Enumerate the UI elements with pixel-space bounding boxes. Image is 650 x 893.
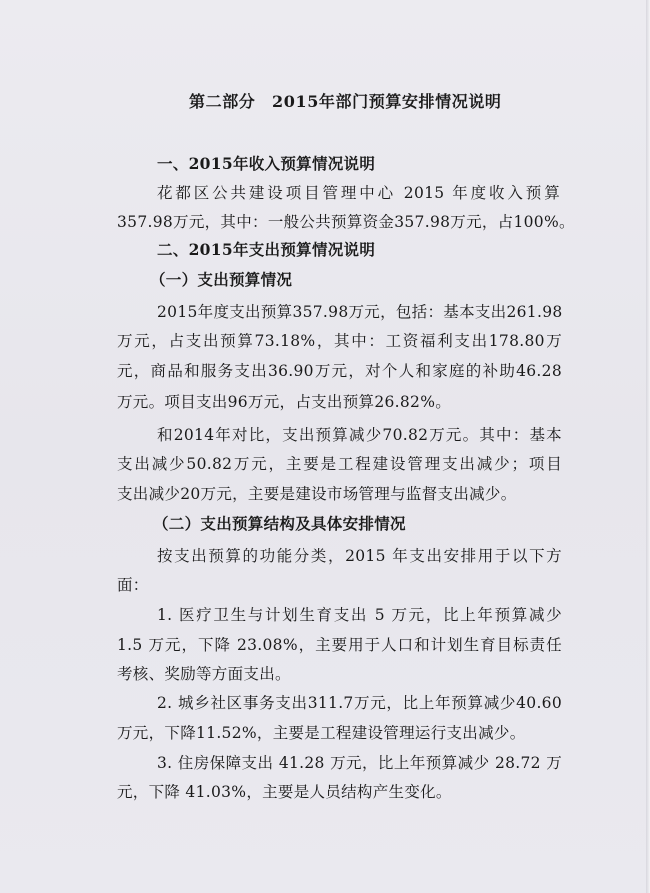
paragraph-line: 万元。项目支出96万元，占支出预算26.82%。 bbox=[117, 393, 452, 411]
paragraph-line: 面： bbox=[117, 576, 149, 594]
paragraph-line: 按支出预算的功能分类，2015 年支出安排用于以下方 bbox=[157, 547, 562, 565]
paragraph-line: 支出减少20万元，主要是建设市场管理与监督支出减少。 bbox=[117, 485, 517, 503]
paragraph-line: 2015年度支出预算357.98万元，包括：基本支出261.98 bbox=[157, 303, 563, 321]
list-item-line: 1. 医疗卫生与计划生育支出 5 万元，比上年预算减少 bbox=[157, 606, 562, 624]
scan-edge bbox=[646, 0, 650, 893]
list-item-line: 1.5 万元，下降 23.08%，主要用于人口和计划生育目标责任 bbox=[117, 636, 562, 654]
list-item-line: 万元，下降11.52%，主要是工程建设管理运行支出减少。 bbox=[117, 724, 526, 742]
list-item-line: 考核、奖励等方面支出。 bbox=[117, 665, 291, 683]
section-heading-expenditure: 二、2015年支出预算情况说明 bbox=[157, 240, 376, 259]
paragraph-line: 花都区公共建设项目管理中心 2015 年度收入预算 bbox=[157, 184, 560, 202]
subsection-heading-structure: （二）支出预算结构及具体安排情况 bbox=[153, 514, 406, 533]
paragraph-line: 万元，占支出预算73.18%，其中：工资福利支出178.80万 bbox=[117, 332, 562, 350]
list-item-line: 3. 住房保障支出 41.28 万元，比上年预算减少 28.72 万 bbox=[157, 754, 562, 772]
paragraph-line: 元，商品和服务支出36.90万元，对个人和家庭的补助46.28 bbox=[117, 362, 562, 380]
document-title: 第二部分 2015年部门预算安排情况说明 bbox=[189, 92, 502, 111]
section-heading-income: 一、2015年收入预算情况说明 bbox=[157, 154, 376, 173]
paragraph-line: 支出减少50.82万元，主要是工程建设管理支出减少；项目 bbox=[117, 455, 562, 473]
subsection-heading-expenditure: （一）支出预算情况 bbox=[150, 270, 293, 289]
paragraph-line: 357.98万元，其中：一般公共预算资金357.98万元，占100%。 bbox=[117, 213, 575, 231]
list-item-line: 2. 城乡社区事务支出311.7万元，比上年预算减少40.60 bbox=[157, 694, 562, 712]
list-item-line: 元，下降 41.03%，主要是人员结构产生变化。 bbox=[117, 783, 452, 801]
paragraph-line: 和2014年对比，支出预算减少70.82万元。其中：基本 bbox=[157, 426, 562, 444]
